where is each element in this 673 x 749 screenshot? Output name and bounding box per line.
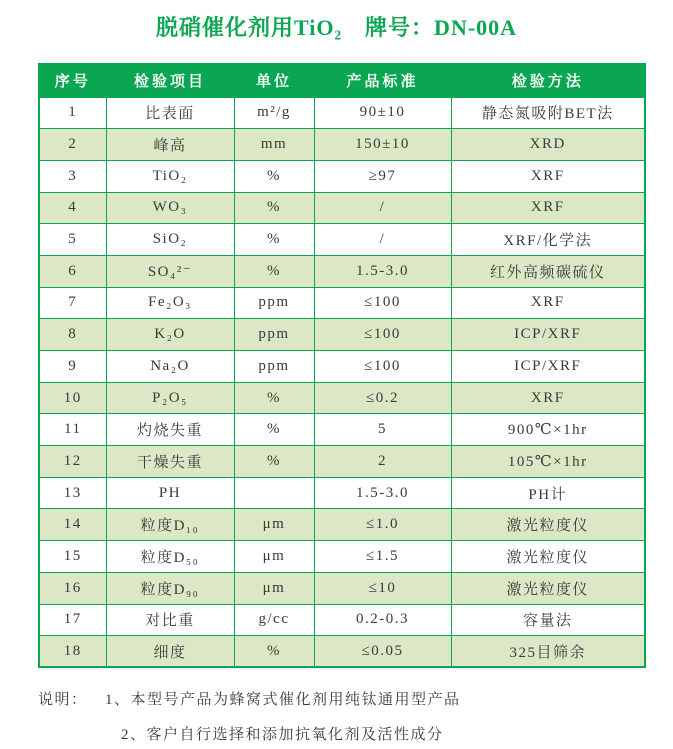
table-row xyxy=(39,287,645,319)
table-row xyxy=(39,160,645,192)
cell-item: TiO₂ xyxy=(106,160,234,192)
column-header-unit: 单位 xyxy=(234,64,314,97)
table-row xyxy=(39,351,645,383)
cell-unit: % xyxy=(234,446,314,478)
table-row xyxy=(39,224,645,256)
notes-items xyxy=(105,684,638,744)
cell-standard: ≤0.05 xyxy=(314,636,451,668)
table-row xyxy=(39,129,645,161)
cell-unit: ppm xyxy=(234,351,314,383)
cell-method: 静态氮吸附BET法 xyxy=(451,97,645,129)
table-row xyxy=(39,446,645,478)
cell-unit: % xyxy=(234,255,314,287)
table-row xyxy=(39,319,645,351)
cell-unit: ppm xyxy=(234,287,314,319)
cell-unit: % xyxy=(234,224,314,256)
cell-method: PH计 xyxy=(451,477,645,509)
table-row xyxy=(39,255,645,287)
note-item: 1、本型号产品为蜂窝式催化剂用纯钛通用型产品 xyxy=(105,692,461,708)
cell-index: 6 xyxy=(39,255,106,287)
cell-item: WO₃ xyxy=(106,192,234,224)
cell-item: SO₄²⁻ xyxy=(106,255,234,287)
cell-standard: / xyxy=(314,224,451,256)
cell-item: Fe₂O₃ xyxy=(106,287,234,319)
cell-item: K₂O xyxy=(106,319,234,351)
table-row xyxy=(39,382,645,414)
cell-unit: % xyxy=(234,636,314,668)
cell-method: 容量法 xyxy=(451,604,645,636)
table-row xyxy=(39,414,645,446)
cell-item: P₂O₅ xyxy=(106,382,234,414)
cell-method: XRF/化学法 xyxy=(451,224,645,256)
table-row xyxy=(39,604,645,636)
cell-unit: g/cc xyxy=(234,604,314,636)
cell-index: 10 xyxy=(39,382,106,414)
page-title: 脱硝催化剂用TiO₂ 牌号：DN-00A xyxy=(155,15,518,40)
table-row xyxy=(39,541,645,573)
cell-method: 红外高频碳硫仪 xyxy=(451,255,645,287)
cell-standard: ≤100 xyxy=(314,319,451,351)
cell-standard: 1.5-3.0 xyxy=(314,255,451,287)
cell-item: SiO₂ xyxy=(106,224,234,256)
cell-index: 15 xyxy=(39,541,106,573)
cell-unit: mm xyxy=(234,129,314,161)
table-row xyxy=(39,509,645,541)
cell-method: 900℃×1hr xyxy=(451,414,645,446)
cell-standard: 1.5-3.0 xyxy=(314,477,451,509)
cell-standard: ≥97 xyxy=(314,160,451,192)
cell-index: 2 xyxy=(39,129,106,161)
cell-unit: % xyxy=(234,382,314,414)
column-header-item: 检验项目 xyxy=(106,64,234,97)
cell-item: Na₂O xyxy=(106,351,234,383)
cell-standard: 90±10 xyxy=(314,97,451,129)
cell-method: 105℃×1hr xyxy=(451,446,645,478)
cell-method: XRF xyxy=(451,160,645,192)
cell-unit: μm xyxy=(234,509,314,541)
notes-section xyxy=(38,684,638,744)
cell-unit: % xyxy=(234,414,314,446)
cell-method: XRF xyxy=(451,382,645,414)
cell-method: XRD xyxy=(451,129,645,161)
cell-item: 比表面 xyxy=(106,97,234,129)
cell-standard: 5 xyxy=(314,414,451,446)
cell-item: 干燥失重 xyxy=(106,446,234,478)
cell-standard: ≤1.5 xyxy=(314,541,451,573)
cell-unit xyxy=(234,477,314,509)
cell-method: XRF xyxy=(451,287,645,319)
cell-index: 5 xyxy=(39,224,106,256)
cell-item: 灼烧失重 xyxy=(106,414,234,446)
cell-method: 激光粒度仪 xyxy=(451,572,645,604)
cell-standard: ≤10 xyxy=(314,572,451,604)
cell-index: 8 xyxy=(39,319,106,351)
cell-method: XRF xyxy=(451,192,645,224)
cell-unit: μm xyxy=(234,572,314,604)
table-row xyxy=(39,572,645,604)
column-header-standard: 产品标准 xyxy=(314,64,451,97)
cell-standard: ≤1.0 xyxy=(314,509,451,541)
cell-unit: ppm xyxy=(234,319,314,351)
cell-method: 激光粒度仪 xyxy=(451,509,645,541)
note-item: 2、客户自行选择和添加抗氧化剂及活性成分 xyxy=(121,727,444,743)
cell-item: 对比重 xyxy=(106,604,234,636)
table-body xyxy=(39,97,645,667)
cell-unit: m²/g xyxy=(234,97,314,129)
cell-method: 325目筛余 xyxy=(451,636,645,668)
cell-item: 粒度D₅₀ xyxy=(106,541,234,573)
cell-standard: 150±10 xyxy=(314,129,451,161)
cell-method: 激光粒度仪 xyxy=(451,541,645,573)
column-header-method: 检验方法 xyxy=(451,64,645,97)
cell-index: 17 xyxy=(39,604,106,636)
table-header-row xyxy=(39,64,645,97)
cell-method: ICP/XRF xyxy=(451,351,645,383)
cell-standard: ≤100 xyxy=(314,287,451,319)
notes-label: 说明： xyxy=(38,692,88,708)
cell-index: 3 xyxy=(39,160,106,192)
cell-index: 12 xyxy=(39,446,106,478)
cell-standard: / xyxy=(314,192,451,224)
cell-item: PH xyxy=(106,477,234,509)
cell-index: 16 xyxy=(39,572,106,604)
spec-table xyxy=(38,63,646,668)
cell-index: 18 xyxy=(39,636,106,668)
cell-index: 7 xyxy=(39,287,106,319)
cell-standard: 0.2-0.3 xyxy=(314,604,451,636)
table-row xyxy=(39,192,645,224)
cell-standard: ≤100 xyxy=(314,351,451,383)
table-row xyxy=(39,477,645,509)
cell-unit: % xyxy=(234,192,314,224)
cell-index: 4 xyxy=(39,192,106,224)
table-row xyxy=(39,97,645,129)
cell-standard: 2 xyxy=(314,446,451,478)
cell-unit: % xyxy=(234,160,314,192)
column-header-index: 序号 xyxy=(39,64,106,97)
table-row xyxy=(39,636,645,668)
cell-item: 粒度D₉₀ xyxy=(106,572,234,604)
cell-standard: ≤0.2 xyxy=(314,382,451,414)
cell-index: 14 xyxy=(39,509,106,541)
cell-item: 细度 xyxy=(106,636,234,668)
cell-method: ICP/XRF xyxy=(451,319,645,351)
cell-item: 粒度D₁₀ xyxy=(106,509,234,541)
cell-item: 峰高 xyxy=(106,129,234,161)
cell-index: 9 xyxy=(39,351,106,383)
cell-unit: μm xyxy=(234,541,314,573)
spec-table-container xyxy=(38,63,644,668)
cell-index: 1 xyxy=(39,97,106,129)
cell-index: 13 xyxy=(39,477,106,509)
cell-index: 11 xyxy=(39,414,106,446)
